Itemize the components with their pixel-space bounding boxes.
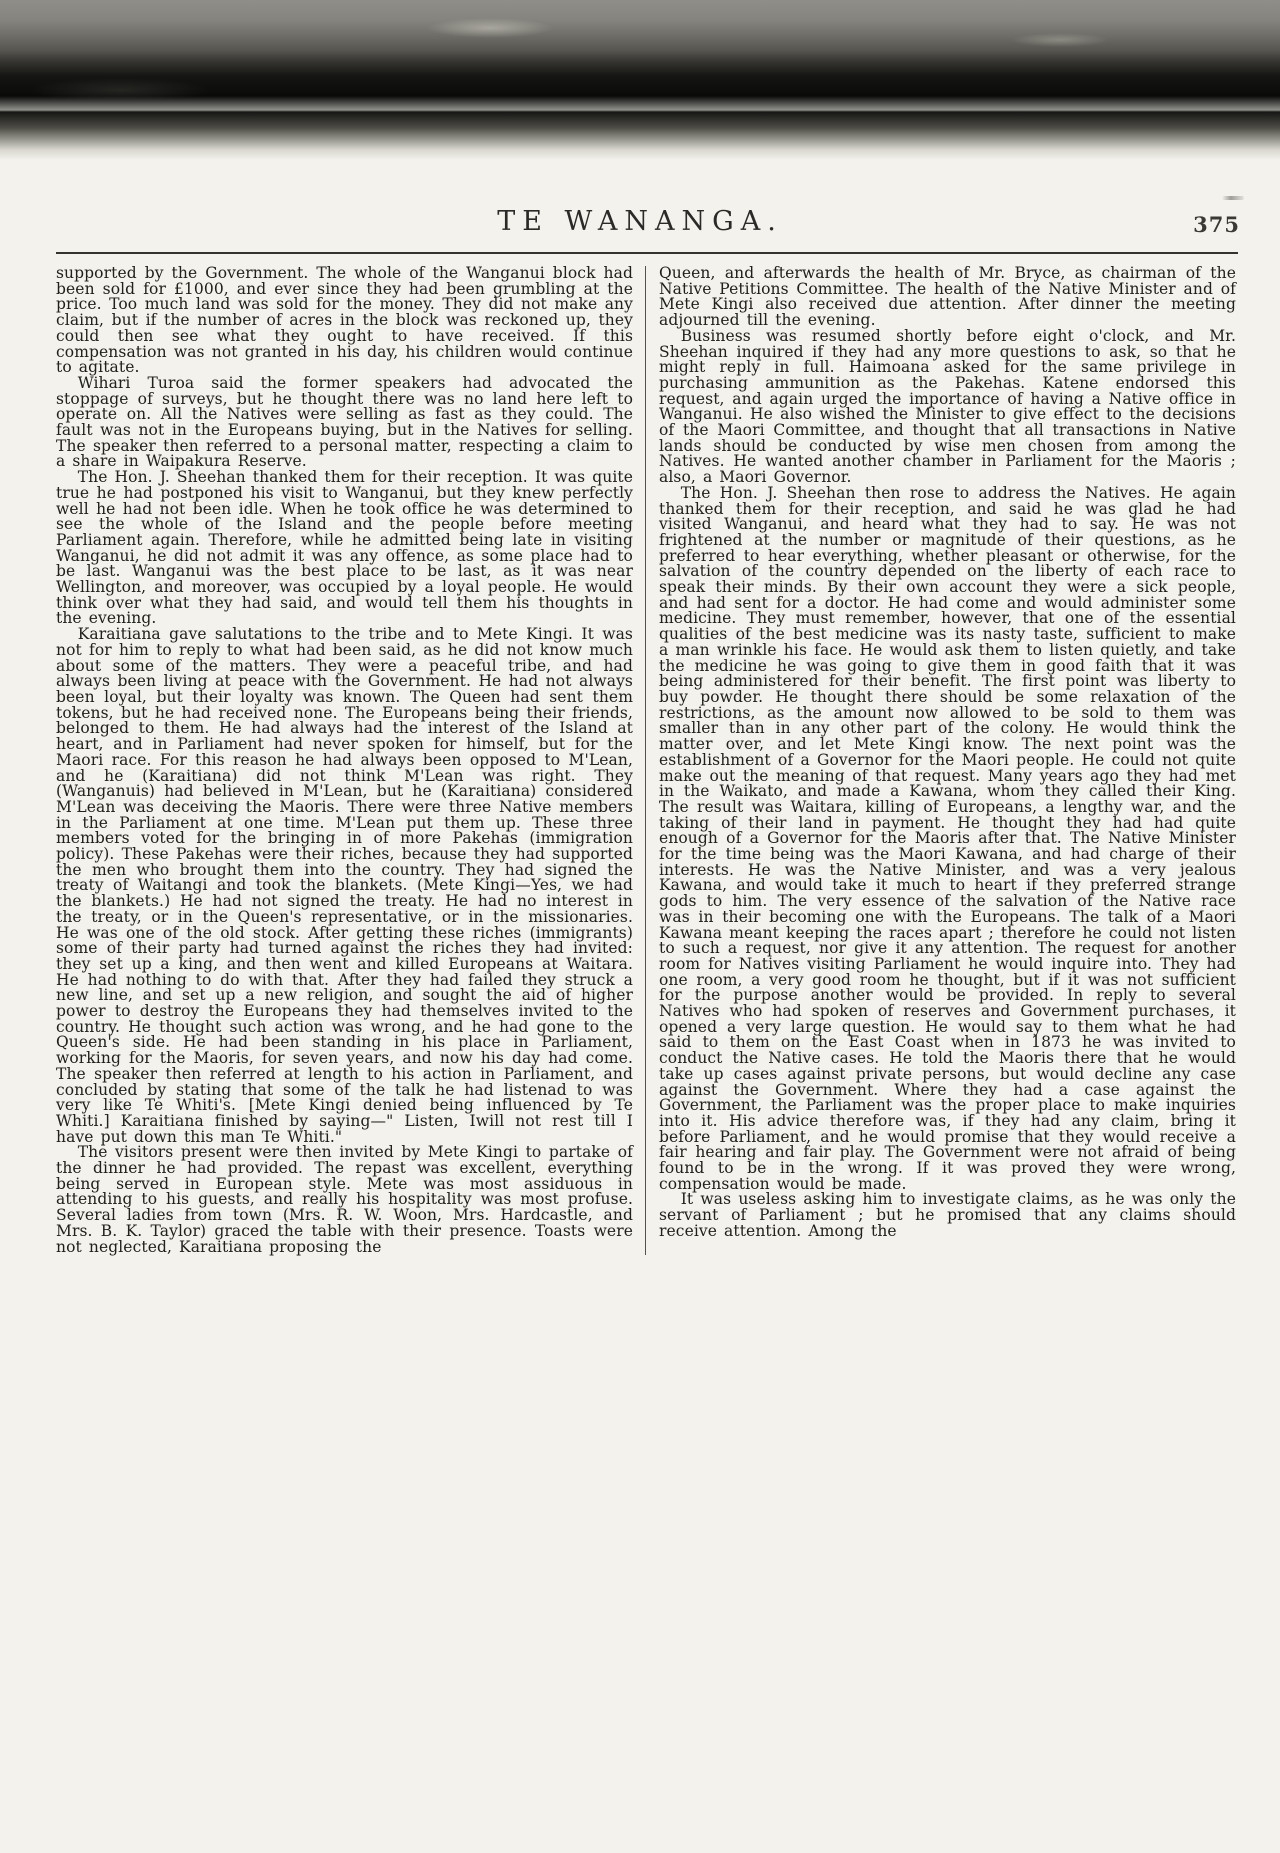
paragraph: Business was resumed shortly before eight o'clock, and Mr. Sheehan inquired if they had any more questions to ask, so that he might reply in full. Haimoana asked for the same privilege in purchasing ammunition as the Pakehas. Katene endorsed this request, and again urged the importance of having a Native office in Wanganui. He also wished the Minister to give effect to the decisions of the Maori Committee, and thought that all transactions in Native lands should be conducted by wise men chosen from among the Natives. He wanted another chamber in Parliament for the Maoris ; also, a Maori Governor. (659, 326, 1236, 487)
paragraph: It was useless asking him to investigate claims, as he was only the servant of Parliament ; but he promised that any claims should receive attention. Among the (659, 1190, 1236, 1240)
paragraph: Queen, and afterwards the health of Mr. Bryce, as chairman of the Native Petitions Committee. The health of the Native Minister and of Mete Kingi also received due attention. After dinner the meeting adjourned till the evening. (659, 264, 1236, 330)
paragraph: The Hon. J. Sheehan thanked them for their reception. It was quite true he had postponed his visit to Wanganui, but they knew perfectly well he had not been idle. When he took office he was determined to see the whole of the Island and the people before meeting Parliament again. Therefore, while he admitted being late in visiting Wanganui, he did not admit it was any offence, as some place had to be last. Wanganui was the best place to be last, as it was near Wellington, and moreover, was occupied by a loyal people. He would think over what they had said, and would tell them his thoughts in the evening. (56, 468, 633, 628)
paragraph: Wihari Turoa said the former speakers had advocated the stoppage of surveys, but he thought there was no land here left to operate on. All the Natives were selling as fast as they could. The fault was not in the Europeans buying, but in the Natives for selling. The speaker then referred to a personal matter, respecting a claim to a share in Waipakura Reserve. (56, 373, 633, 471)
paragraph: The Hon. J. Sheehan then rose to address the Natives. He again thanked them for their reception, and said he was glad he had visited Wanganui, and heard what they had to say. He was not frightened at the number or magnitude of their questions, as he preferred to hear everything, whether pleasant or otherwise, for the salvation of the country depended on the liberty of each race to speak their minds. By their own account they were a sick people, and had sent for a doctor. He had come and would administer some medicine. They must remember, however, that one of the essential qualities of the best medicine was its nasty taste, sufficient to make a man wrinkle his face. He would ask them to listen quietly, and take the medicine he was going to give them in good faith that it was being administered for their benefit. The first point was liberty to buy powder. He thought there should be some relaxation of the restrictions, as the amount now allowed to be sold to them was smaller than in any other part of the colony. He would think the matter over, and let Mete Kingi know. The next point was the establishment of a Governor for the Maori people. He could not quite make out the meaning of that request. Many years ago they had met in the Waikato, and made a Kawana, whom they called their King. The result was Waitara, killing of Europeans, a lengthy war, and the taking of their land in payment. He thought they had had quite enough of a Governor for the Maoris after that. The Native Minister for the time being was the Maori Kawana, and had charge of their interests. He was the Native Minister, and was a very jealous Kawana, and would take it much to heart if they preferred strange gods to him. The very essence of the salvation of the Native race was in their becoming one with the Europeans. The talk of a Maori Kawana meant keeping the races apart ; therefore he could not listen to such a request, nor give it any attention. The request for another room for Natives visiting Parliament he would inquire into. They had one room, a very good room he thought, but if it was not sufficient for the purpose another would be provided. In reply to several Natives who had spoken of reserves and Government purchases, it opened a very large question. He would say to them what he had said to them on the East Coast when in 1873 he was invited to conduct the Native cases. He told the Maoris there that he would take up cases against private persons, but would decline any case against the Government. Where they had a case against the Government, the Parliament was the proper place to make inquiries into it. His advice therefore was, if they had any claim, bring it before Parliament, and he would promise that they would receive a fair hearing and fair play. The Government were not afraid of being found to be in the wrong. If it was proved they were wrong, compensation would be made. (659, 483, 1236, 1193)
left-column (56, 266, 646, 1255)
paragraph: The visitors present were then invited by Mete Kingi to partake of the dinner he had provided. The repast was excellent, everything being served in European style. Mete was most assiduous in attending to his guests, and really his hospitality was most profuse. Several ladies from town (Mrs. R. W. Woon, Mrs. Hardcastle, and Mrs. B. K. Taylor) graced the table with their presence. Toasts were not neglected, Karaitiana proposing the (56, 1143, 633, 1256)
article-columns (56, 266, 1236, 1255)
page-header (0, 0, 1280, 246)
paragraph: supported by the Government. The whole of the Wanganui block had been sold for £1000, and ever since they had been grumbling at the price. Too much land was sold for the money. They did not make any claim, but if the number of acres in the block was reckoned up, they could then see what they ought to have received. If this compensation was not granted in his day, his children would continue to agitate. (56, 264, 633, 377)
page-number: 375 (1193, 212, 1240, 237)
masthead-title: TE WANANGA. (497, 206, 783, 237)
paragraph: Karaitiana gave salutations to the tribe and to Mete Kingi. It was not for him to reply to what had been said, as he did not know much about some of the matters. They were a peaceful tribe, and had always been living at peace with the Government. He had not always been loyal, but their loyalty was known. The Queen had sent them tokens, but he had received none. The Europeans being their friends, belonged to them. He had always had the interest of the Island at heart, and in Parliament had never spoken for himself, but for the Maori race. For this reason he had always been opposed to M'Lean, and he (Karaitiana) did not think M'Lean was right. They (Wanganuis) had believed in M'Lean, but he (Karaitiana) considered M'Lean was deceiving the Maoris. There were three Native members in the Parliament at one time. M'Lean put them up. These three members voted for the bringing in of more Pakehas (immigration policy). These Pakehas were their riches, because they had supported the men who brought them into the country. They had signed the treaty of Waitangi and took the blankets. (Mete Kingi—Yes, we had the blankets.) He had not signed the treaty. He had no interest in the treaty, or in the Queen's representative, or in the missionaries. He was one of the old stock. After getting these riches (immigrants) some of their party had turned against the riches they had invited: they set up a king, and then went and killed Europeans at Waitara. He had nothing to do with that. After they had failed they struck a new line, and set up a new religion, and sought the aid of higher power to destroy the Europeans they had themselves invited to the country. He thought such action was wrong, and he had gone to the Queen's side. He had been standing in his place in Parliament, working for the Maoris, for seven years, and now his day had come. The speaker then referred at length to his action in Parliament, and concluded by stating that some of the talk he had listenad to was very like Te Whiti's. [Mete Kingi denied being influenced by Te Whiti.] Karaitiana finished by saying—" Listen, Iwill not rest till I have put down this man Te Whiti." (56, 625, 633, 1146)
right-column (646, 266, 1236, 1255)
header-rule (56, 252, 1238, 254)
